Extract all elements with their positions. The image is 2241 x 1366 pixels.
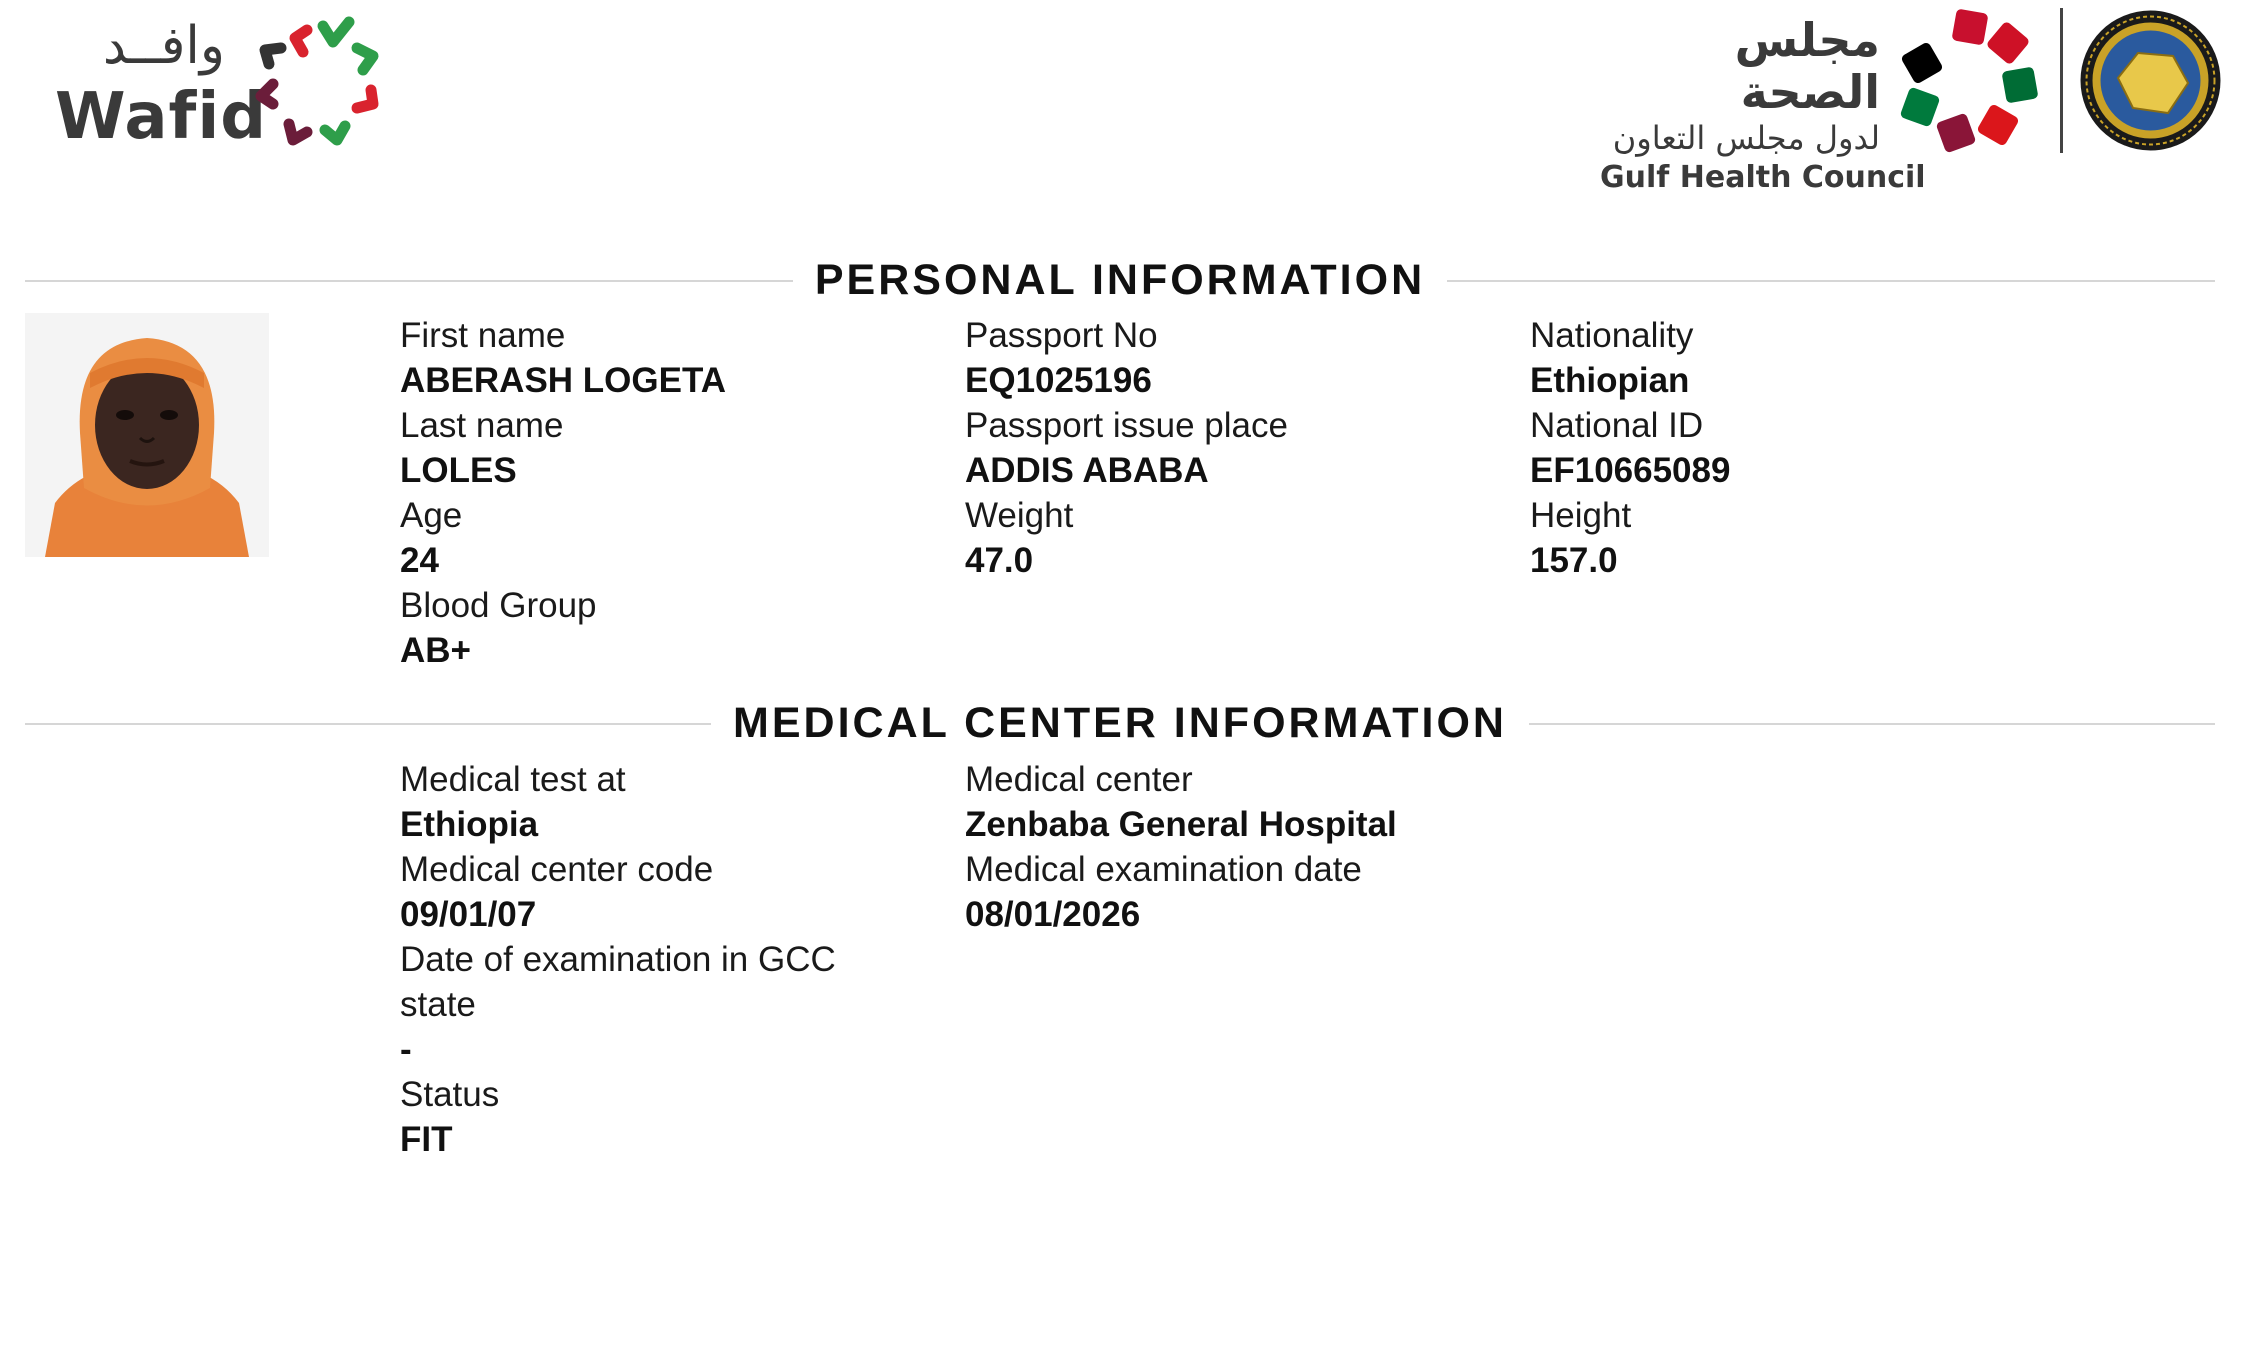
personal-column-1 xyxy=(400,313,940,673)
ghc-arabic-subtitle: لدول مجلس التعاون xyxy=(1612,119,1880,157)
ghc-wordmark xyxy=(1600,13,1926,198)
medical-column-2 xyxy=(965,757,1505,937)
ghc-flags-ring-icon xyxy=(1895,8,2045,158)
first-name-value: ABERASH LOGETA xyxy=(400,361,727,400)
ghc-english-title: Gulf Health Council xyxy=(1600,160,1926,195)
national-id-value: EF10665089 xyxy=(1530,451,1731,490)
medical-center-code-label: Medical center code xyxy=(400,850,714,889)
gulf-health-council-logo xyxy=(1600,8,2220,195)
blood-group-label: Blood Group xyxy=(400,586,597,625)
medical-center-label: Medical center xyxy=(965,760,1193,799)
weight-value: 47.0 xyxy=(965,541,1034,580)
logo-divider xyxy=(2060,8,2063,153)
passport-issue-place-label: Passport issue place xyxy=(965,406,1288,445)
medical-center-value: Zenbaba General Hospital xyxy=(965,805,1397,844)
personal-information-title: PERSONAL INFORMATION xyxy=(793,256,1447,304)
wafid-logo xyxy=(55,8,395,158)
status-label: Status xyxy=(400,1075,500,1114)
last-name-value: LOLES xyxy=(400,451,517,490)
ghc-arabic-title: مجلس الصحة xyxy=(1734,13,1880,119)
status-value: FIT xyxy=(400,1120,453,1159)
height-value: 157.0 xyxy=(1530,541,1618,580)
personal-information-heading xyxy=(25,250,2215,310)
first-name-label: First name xyxy=(400,316,566,355)
gcc-exam-date-value: - xyxy=(400,1030,412,1069)
gcc-exam-date-label: Date of examination in GCC state xyxy=(400,940,836,1024)
medical-center-code-value: 09/01/07 xyxy=(400,895,537,934)
medical-exam-date-label: Medical examination date xyxy=(965,850,1362,889)
age-value: 24 xyxy=(400,541,439,580)
wafid-english-wordmark: Wafid xyxy=(55,80,268,154)
passport-no-value: EQ1025196 xyxy=(965,361,1152,400)
document-header xyxy=(0,0,2241,195)
wafid-star-icon xyxy=(245,8,395,158)
personal-column-2 xyxy=(965,313,1505,583)
medical-center-information-heading xyxy=(25,693,2215,753)
national-id-label: National ID xyxy=(1530,406,1704,445)
last-name-label: Last name xyxy=(400,406,564,445)
passport-issue-place-value: ADDIS ABABA xyxy=(965,451,1209,490)
blood-group-value: AB+ xyxy=(400,631,471,670)
weight-label: Weight xyxy=(965,496,1074,535)
nationality-value: Ethiopian xyxy=(1530,361,1690,400)
passport-no-label: Passport No xyxy=(965,316,1158,355)
portrait-image xyxy=(25,313,269,557)
personal-column-3 xyxy=(1530,313,2070,583)
height-label: Height xyxy=(1530,496,1632,535)
medical-center-information-title: MEDICAL CENTER INFORMATION xyxy=(711,699,1529,747)
age-label: Age xyxy=(400,496,463,535)
gcc-seal-icon xyxy=(2078,8,2223,153)
nationality-label: Nationality xyxy=(1530,316,1694,355)
medical-exam-date-value: 08/01/2026 xyxy=(965,895,1141,934)
medical-test-at-label: Medical test at xyxy=(400,760,626,799)
medical-column-1 xyxy=(400,757,860,1162)
applicant-photo xyxy=(25,313,269,557)
medical-test-at-value: Ethiopia xyxy=(400,805,539,844)
wafid-arabic-wordmark: وافــد xyxy=(102,16,225,76)
